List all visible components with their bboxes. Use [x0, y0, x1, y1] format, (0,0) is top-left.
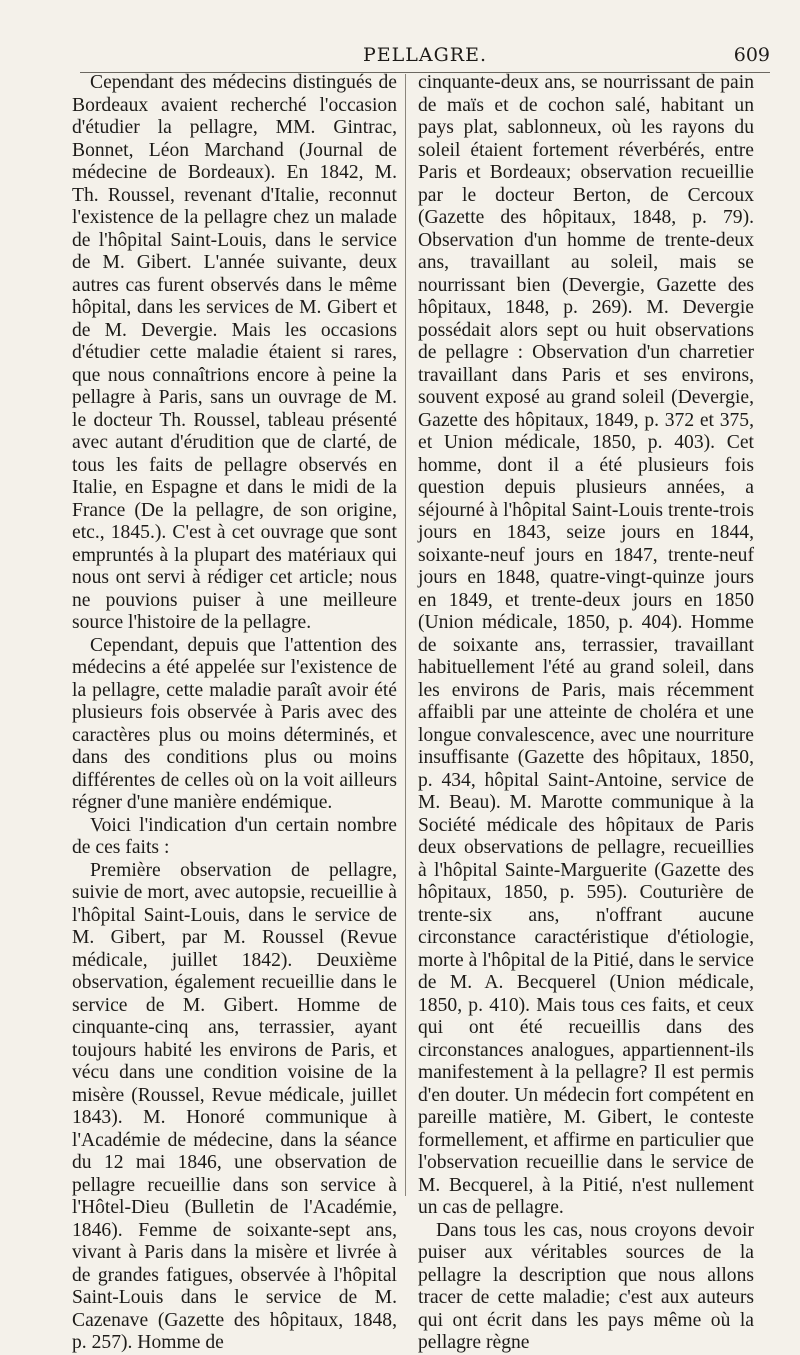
paragraph-continued: cinquante-deux ans, se nourrissant de pain de maïs et de cochon salé, habitant un pays plat, sablonneux, où les rayons du soleil étaient fortement réverbérés, entre Paris et Bordeaux; observation recueillie par le docteur Berton, de Cercoux (Gazette des hôpitaux, 1848, p. 79). Observation d'un homme de trente-deux ans, travaillant au soleil, mais se nourrissant bien (Devergie, Gazette des hôpitaux, 1848, p. 269). M. Devergie possédait alors sept ou huit observations de pellagre : Observation d'un charretier travaillant dans Paris et ses environs, souvent exposé au grand soleil (Devergie, Gazette des hôpitaux, 1849, p. 372 et 375, et Union médicale, 1850, p. 403). Cet homme, dont il a été plusieurs fois question depuis plusieurs années, a séjourné à l'hôpital Saint-Louis trente-trois jours en 1843, seize jours en 1844, soixante-neuf jours en 1847, trente-neuf jours en 1848, quatre-vingt-quinze jours en 1849, et trente-deux jours en 1850 (Union médicale, 1850, p. 404). Homme de soixante ans, terrassier, travaillant habituellement l'été au grand soleil, dans les environs de Paris, mais récemment affaibli par une atteinte de choléra et une longue convalescence, avec une nourriture insuffisante (Gazette des hôpitaux, 1850, p. 434, hôpital Saint-Antoine, service de M. Beau). M. Marotte communique à la Société médicale des hôpitaux de Paris deux observations de pellagre, recueillies à l'hôpital Sainte-Marguerite (Gazette des hôpitaux, 1850, p. 595). Couturière de trente-six ans, n'offrant aucune circonstance caractéristique d'étiologie, morte à l'hôpital de la Pitié, dans le service de M. A. Becquerel (Union médicale, 1850, p. 410). Mais tous ces faits, et ceux qui ont été recueillis dans des circonstances analogues, appartiennent-ils manifestement à la pellagre? Il est permis d'en douter. Un médecin fort compétent en pareille matière, M. Gibert, le conteste formellement, et affirme en particulier que l'observation recueillie dans le service de M. Becquerel, à la Pitié, n'est nullement un cas de pellagre.	[418, 72, 754, 1218]
paragraph: Voici l'indication d'un certain nombre de ces faits :	[72, 814, 397, 858]
page-header	[80, 44, 770, 72]
running-title: PELLAGRE.	[362, 44, 487, 66]
paragraph: Cependant des médecins distingués de Bordeaux avaient recherché l'occasion d'étudier la pellagre, MM. Gintrac, Bonnet, Léon Marchand (Journal de médecine de Bordeaux). En 1842, M. Th. Roussel, revenant d'Italie, reconnut l'existence de la pellagre chez un malade de l'hôpital Saint-Louis, dans le service de M. Gibert. L'année suivante, deux autres cas furent observés dans le même hôpital, dans les services de M. Gibert et de M. Devergie. Mais les occasions d'étudier cette maladie étaient si rares, que nous connaîtrions encore à peine la pellagre à Paris, sans un ouvrage de M. le docteur Th. Roussel, tableau présenté avec autant d'érudition que de clarté, de tous les faits de pellagre observés en Italie, en Espagne et dans le midi de la France (De la pellagre, de son origine, etc., 1845.). C'est à cet ouvrage que sont empruntés à la plupart des matériaux qui nous ont servi à rédiger cet article; nous ne pouvions puiser à une meilleure source l'histoire de la pellagre.	[72, 72, 397, 633]
paragraph: Cependant, depuis que l'attention des médecins a été appelée sur l'existence de la pellagre, cette maladie paraît avoir été plusieurs fois observée à Paris avec des caractères plus ou moins déterminés, et dans des conditions plus ou moins différentes de celles où on la voit ailleurs régner d'une manière endémique.	[72, 634, 397, 813]
right-column	[418, 72, 754, 1355]
page-number: 609	[733, 44, 770, 66]
left-column	[72, 72, 397, 1355]
paragraph: Première observation de pellagre, suivie de mort, avec autopsie, recueillie à l'hôpital Saint-Louis, dans le service de M. Gibert, par M. Roussel (Revue médicale, juillet 1842). Deuxième observation, également recueillie dans le service de M. Gibert. Homme de cinquante-cinq ans, terrassier, ayant toujours habité les environs de Paris, et vécu dans une condition voisine de la misère (Roussel, Revue médicale, juillet 1843). M. Honoré communique à l'Académie de médecine, dans la séance du 12 mai 1846, une observation de pellagre recueillie dans son service à l'Hôtel-Dieu (Bulletin de l'Académie, 1846). Femme de soixante-sept ans, vivant à Paris dans la misère et livrée à de grandes fatigues, observée à l'hôpital Saint-Louis dans le service de M. Cazenave (Gazette des hôpitaux, 1848, p. 257). Homme de	[72, 859, 397, 1353]
paragraph: Dans tous les cas, nous croyons devoir puiser aux véritables sources de la pellagre la description que nous allons tracer de cette maladie; c'est aux auteurs qui ont écrit dans les pays même où la pellagre règne	[418, 1219, 754, 1353]
column-divider	[405, 74, 406, 1196]
